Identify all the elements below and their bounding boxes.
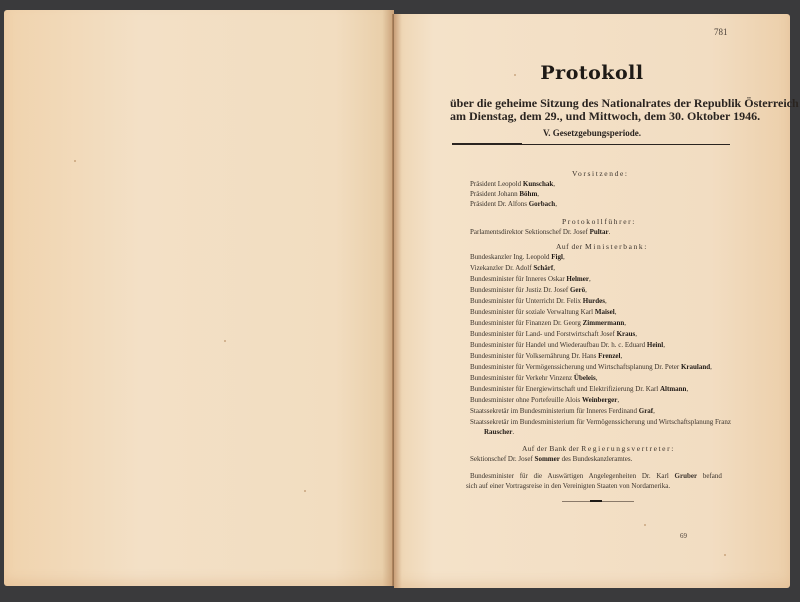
legislative-period: V. Gesetzgebungsperiode.	[542, 128, 642, 138]
heading-vorsitzende: Vorsitzende:	[572, 169, 629, 178]
list-item: Bundesminister für Verkehr Vinzenz Übeleis,	[470, 374, 598, 382]
list-item: Bundesminister für soziale Verwaltung Karl Maisel,	[470, 308, 617, 316]
list-item: Bundesminister für Handel und Wiederaufbau Dr. h. c. Eduard Heinl,	[470, 341, 665, 349]
left-page	[4, 10, 394, 586]
list-item: Rauscher.	[484, 428, 515, 436]
list-item: Bundesminister für Volksernährung Dr. Hans Frenzel,	[470, 352, 623, 360]
list-item: Parlamentsdirektor Sektionschef Dr. Josef Pultar.	[470, 228, 611, 236]
list-item: Bundesminister für Unterricht Dr. Felix Hurdes,	[470, 297, 607, 305]
list-item: Bundesminister für Land- und Forstwirtschaft Josef Kraus,	[470, 330, 638, 338]
list-item: Staatssekretär im Bundesministerium für Inneres Ferdinand Graf,	[470, 407, 655, 415]
document-title: Protokoll	[540, 62, 644, 84]
right-page-content	[394, 14, 799, 588]
list-item: Bundesminister für Vermögenssicherung und Wirtschaftsplanung Dr. Peter Krauland,	[470, 363, 712, 371]
list-item: Präsident Johann Böhm,	[470, 190, 540, 198]
heading-ministerbank: Auf der Ministerbank:	[556, 242, 648, 251]
list-item: Bundesminister für Justiz Dr. Josef Gerö,	[470, 286, 587, 294]
note-line: sich auf einer Vortragsreise in den Vereinigten Staaten von Nordamerika.	[466, 482, 671, 490]
list-item: Bundesminister für Finanzen Dr. Georg Zimmermann,	[470, 319, 626, 327]
page-number-top: 781	[714, 27, 728, 37]
list-item: Bundesminister ohne Portefeuille Alois Weinberger,	[470, 396, 620, 404]
absence-note	[446, 471, 740, 491]
title-rule	[452, 144, 730, 145]
list-item: Staatssekretär im Bundesministerium für Vermögenssicherung und Wirtschaftsplanung Franz	[470, 418, 731, 426]
list-item: Bundeskanzler Ing. Leopold Figl,	[470, 253, 565, 261]
document-subtitle	[450, 96, 799, 123]
right-page	[394, 14, 799, 588]
open-book	[4, 10, 799, 590]
list-item: Vizekanzler Dr. Adolf Schärf,	[470, 264, 555, 272]
end-rule-mark	[590, 500, 602, 502]
list-item: Präsident Dr. Alfons Gorbach,	[470, 200, 557, 208]
subtitle-line: am Dienstag, dem 29., und Mittwoch, dem 30. Oktober 1946.	[450, 109, 761, 123]
subtitle-line: über die geheime Sitzung des Nationalrates der Republik Österreich	[450, 96, 799, 110]
heading-protokollfuehrer: Protokollführer:	[562, 217, 636, 226]
note-line: Bundesminister für die Auswärtigen Angelegenheiten Dr. Karl Gruber befand	[470, 472, 722, 480]
list-item: Bundesminister für Energiewirtschaft und Elektrifizierung Dr. Karl Altmann,	[470, 385, 689, 393]
list-item: Sektionschef Dr. Josef Sommer des Bundeskanzleramtes.	[470, 455, 633, 463]
list-item: Bundesminister für Inneres Oskar Helmer,	[470, 275, 591, 283]
list-item: Präsident Leopold Kunschak,	[470, 180, 555, 188]
page-number-bottom: 69	[680, 532, 687, 540]
heading-regierungsvertreter: Auf der Bank der Regierungsvertreter:	[522, 444, 675, 453]
